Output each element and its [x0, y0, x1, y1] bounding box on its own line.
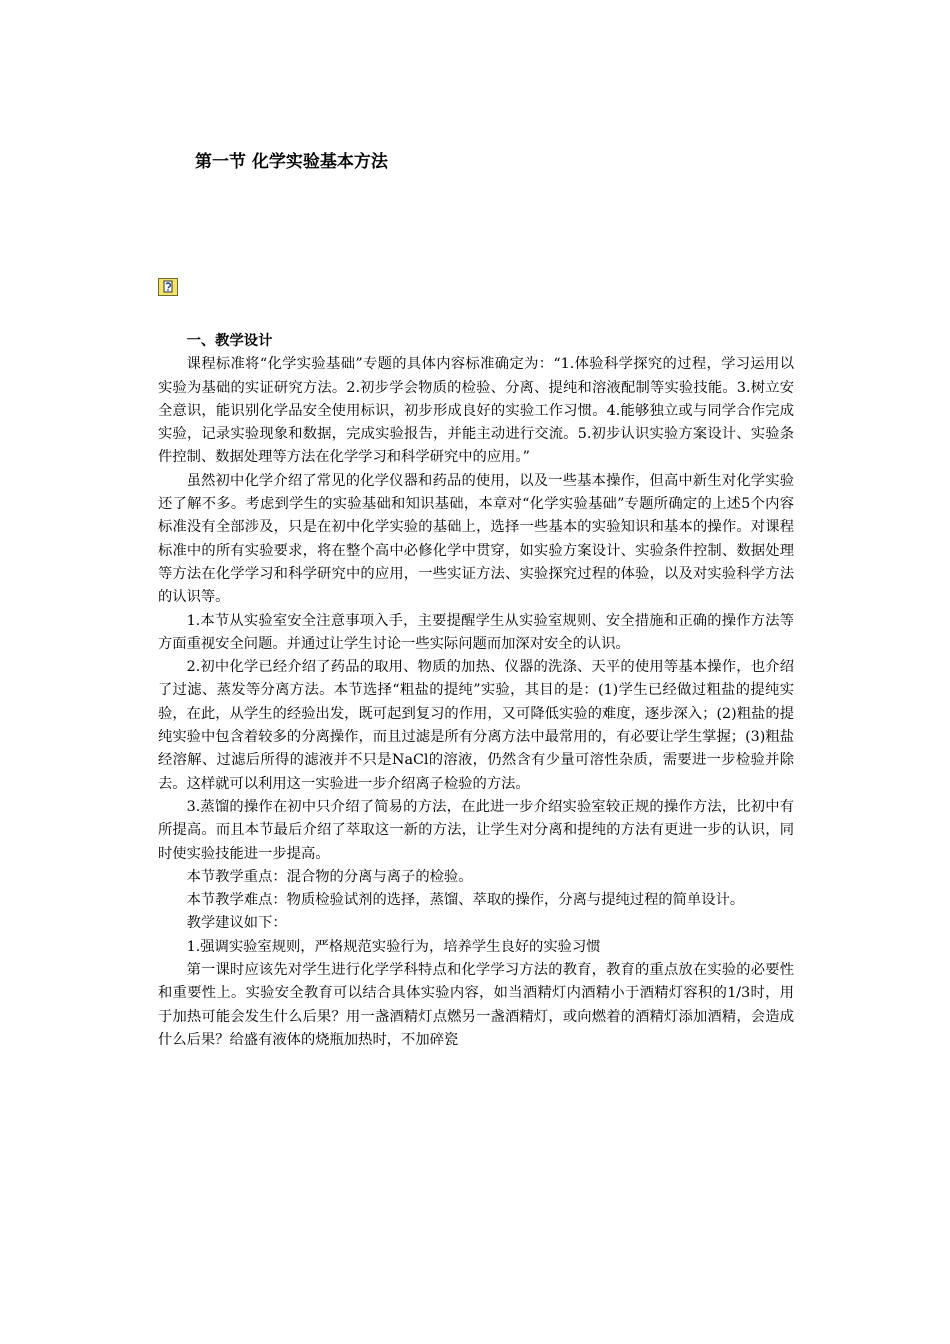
document-link-icon[interactable]	[158, 278, 178, 296]
paragraph: 教学建议如下：	[186, 915, 287, 932]
section-heading: 一、教学设计	[186, 333, 273, 349]
document-body	[158, 330, 794, 1052]
paragraph: 课程标准将“化学实验基础”专题的具体内容标准确定为：“1.体验科学探究的过程，学习运用以实验为基础的实证研究方法。2.初步学会物质的检验、分离、提纯和溶液配制等实验技能。3.树立安全意识，能识别化学品安全使用标识，初步形成良好的实验工作习惯。4.能够独立或与同学合作完成实验，记录实验现象和数据，完成实验报告，并能主动进行交流。5.初步认识实验方案设计、实验条件控制、数据处理等方法在化学学习和科学研究中的应用。”	[158, 356, 794, 466]
paragraph: 1.强调实验室规则，严格规范实验行为，培养学生良好的实验习惯	[186, 938, 601, 955]
paragraph: 2.初中化学已经介绍了药品的取用、物质的加热、仪器的洗涤、天平的使用等基本操作，也介绍了过滤、蒸发等分离方法。本节选择“粗盐的提纯”实验，其目的是：(1)学生已经做过粗盐的提纯实验，在此，从学生的经验出发，既可起到复习的作用，又可降低实验的难度，逐步深入；(2)粗盐的提纯实验中包含着较多的分离操作，而且过滤是所有分离方法中最常用的，有必要让学生掌握；(3)粗盐经溶解、过滤后所得的滤液并不只是NaCl的溶液，仍然含有少量可溶性杂质，需要进一步检验并除去。这样就可以利用这一实验进一步介绍离子检验的方法。	[158, 659, 794, 792]
paragraph: 本节教学重点：混合物的分离与离子的检验。	[186, 868, 473, 885]
document-link-icon-graphic	[159, 279, 177, 295]
paragraph: 本节教学难点：物质检验试剂的选择，蒸馏、萃取的操作，分离与提纯过程的简单设计。	[186, 892, 745, 909]
paragraph: 3.蒸馏的操作在初中只介绍了简易的方法，在此进一步介绍实验室较正规的操作方法，比初中有所提高。而且本节最后介绍了萃取这一新的方法，让学生对分离和提纯的方法有更进一步的认识，同时使实验技能进一步提高。	[158, 798, 794, 862]
section-title: 第一节 化学实验基本方法	[195, 152, 388, 172]
paragraph: 虽然初中化学介绍了常见的化学仪器和药品的使用，以及一些基本操作，但高中新生对化学实验还了解不多。考虑到学生的实验基础和知识基础，本章对“化学实验基础”专题所确定的上述5个内容标准没有全部涉及，只是在初中化学实验的基础上，选择一些基本的实验知识和基本的操作。对课程标准中的所有实验要求，将在整个高中必修化学中贯穿，如实验方案设计、实验条件控制、数据处理等方法在化学学习和科学研究中的应用，一些实证方法、实验探究过程的体验，以及对实验科学方法的认识等。	[158, 472, 794, 606]
paragraph: 第一课时应该先对学生进行化学学科特点和化学学习方法的教育，教育的重点放在实验的必要性和重要性上。实验安全教育可以结合具体实验内容，如当酒精灯内酒精小于酒精灯容积的1/3时，用于加热可能会发生什么后果？用一盏酒精灯点燃另一盏酒精灯，或向燃着的酒精灯添加酒精，会造成什么后果？给盛有液体的烧瓶加热时，不加碎瓷	[158, 962, 794, 1048]
paragraph: 1.本节从实验室安全注意事项入手，主要提醒学生从实验室规则、安全措施和正确的操作方法等方面重视安全问题。并通过让学生讨论一些实际问题而加深对安全的认识。	[158, 612, 794, 652]
